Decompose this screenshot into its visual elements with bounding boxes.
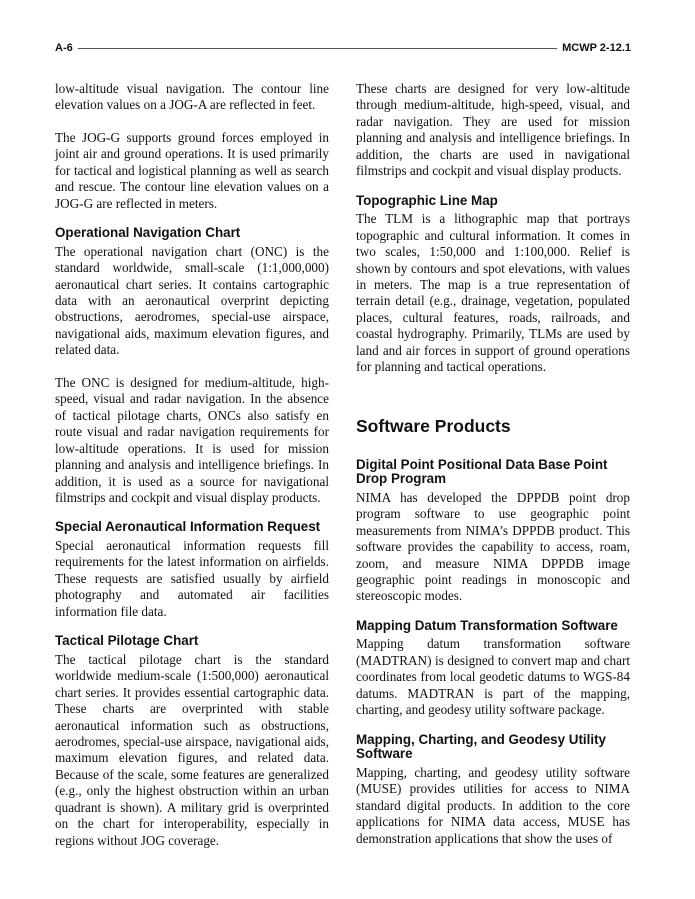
paragraph-onc-2: The ONC is designed for medium-altitude, high-speed, visual and radar navigation. In the absence of tactical pilotage charts, ONCs also satisfy en route visual and radar navigation requirements for low-altitude operations. It is used for mission planning and analysis and intelligence briefings. In addition, it is used as a source for navigational filmstrips and cockpit and visual display products. <box>55 374 329 506</box>
heading-operational-navigation-chart: Operational Navigation Chart <box>55 225 241 241</box>
paragraph-dppdb: NIMA has developed the DPPDB point drop program software to use geographic point measurements from NIMA’s DPPDB product. This software provides the capability to access, roam, zoom, and measure NIMA DPPDB image geographic point readings in monoscopic and stereoscopic modes. <box>356 489 630 604</box>
section-heading-software-products: Software Products <box>356 415 511 436</box>
right-column <box>356 81 630 847</box>
left-column <box>55 81 329 849</box>
heading-topographic-line-map: Topographic Line Map <box>356 192 498 208</box>
paragraph-jog-a-continued: low-altitude visual navigation. The contour line elevation values on a JOG-A are reflected in feet. <box>55 81 329 113</box>
paragraph-tpc-continued: These charts are designed for very low-altitude through medium-altitude, high-speed, visual, and radar navigation. They are used for mission planning and analysis and intelligence briefings. In addition, the charts are used in navigational filmstrips and cockpit and visual display products. <box>356 81 630 179</box>
paragraph-jog-g: The JOG-G supports ground forces employed in joint air and ground operations. It is used primarily for tactical and logistical planning as well as search and rescue. The contour line elevation values on a JOG-G are reflected in meters. <box>55 129 329 211</box>
heading-mapping-datum-transformation-software: Mapping Datum Transformation Software <box>356 617 618 633</box>
header-rule <box>78 48 557 49</box>
page-header <box>55 40 631 56</box>
paragraph-onc-1: The operational navigation chart (ONC) is the standard worldwide, small-scale (1:1,000,000) aeronautical chart series. It contains cartographic data with an aeronautical overprint depicting obstructions, aerodromes, special-use airspace, navigational aids, maximum elevation figures, and related data. <box>55 243 329 358</box>
paragraph-sair: Special aeronautical information requests fill requirements for the latest information on airfields. These requests are satisfied usually by airfield photography and automated air facilities information file data. <box>55 537 329 619</box>
heading-special-aeronautical-information-request: Special Aeronautical Information Request <box>55 519 321 535</box>
paragraph-madtran: Mapping datum transformation software (MADTRAN) is designed to convert map and chart coordinates from local geodetic datums to WGS-84 datums. MADTRAN is part of the mapping, charting, and geodesy utility software package. <box>356 636 630 718</box>
heading-tactical-pilotage-chart: Tactical Pilotage Chart <box>55 633 199 649</box>
paragraph-tpc: The tactical pilotage chart is the standard worldwide medium-scale (1:500,000) aeronautical chart series. It provides essential cartographic data. These charts are overprinted with stable aeronautical information such as obstructions, aerodromes, special-use airspace, navigational aids, maximum elevation figures, and related data. Because of the scale, some features are generalized (e.g., only the highest obstruction within an urban quadrant is shown). A military grid is overprinted on the chart for interoperability, especially in regions without JOG coverage. <box>55 651 329 848</box>
publication-id: MCWP 2-12.1 <box>562 42 631 54</box>
heading-mcg-utility-software: Mapping, Charting, and Geodesy Utility Software <box>356 731 606 762</box>
paragraph-tlm: The TLM is a lithographic map that portrays topographic and cultural information. It comes in two scales, 1:50,000 and 1:100,000. Relief is shown by contours and spot elevations, with values in meters. The map is a true representation of terrain detail (e.g., drainage, vegetation, populated places, cultural features, roads, railroads, and coastal hydrography. Primarily, TLMs are used by land and air forces in support of ground operations for planning and tactical operations. <box>356 211 630 375</box>
paragraph-muse: Mapping, charting, and geodesy utility software (MUSE) provides utilities for access to NIMA standard digital products. In addition to the core applications for NIMA data access, MUSE has demonstration applications that show the uses of <box>356 764 630 846</box>
heading-dppdb-point-drop-program: Digital Point Positional Data Base Point Drop Program <box>356 456 608 487</box>
page-number: A-6 <box>55 42 73 54</box>
